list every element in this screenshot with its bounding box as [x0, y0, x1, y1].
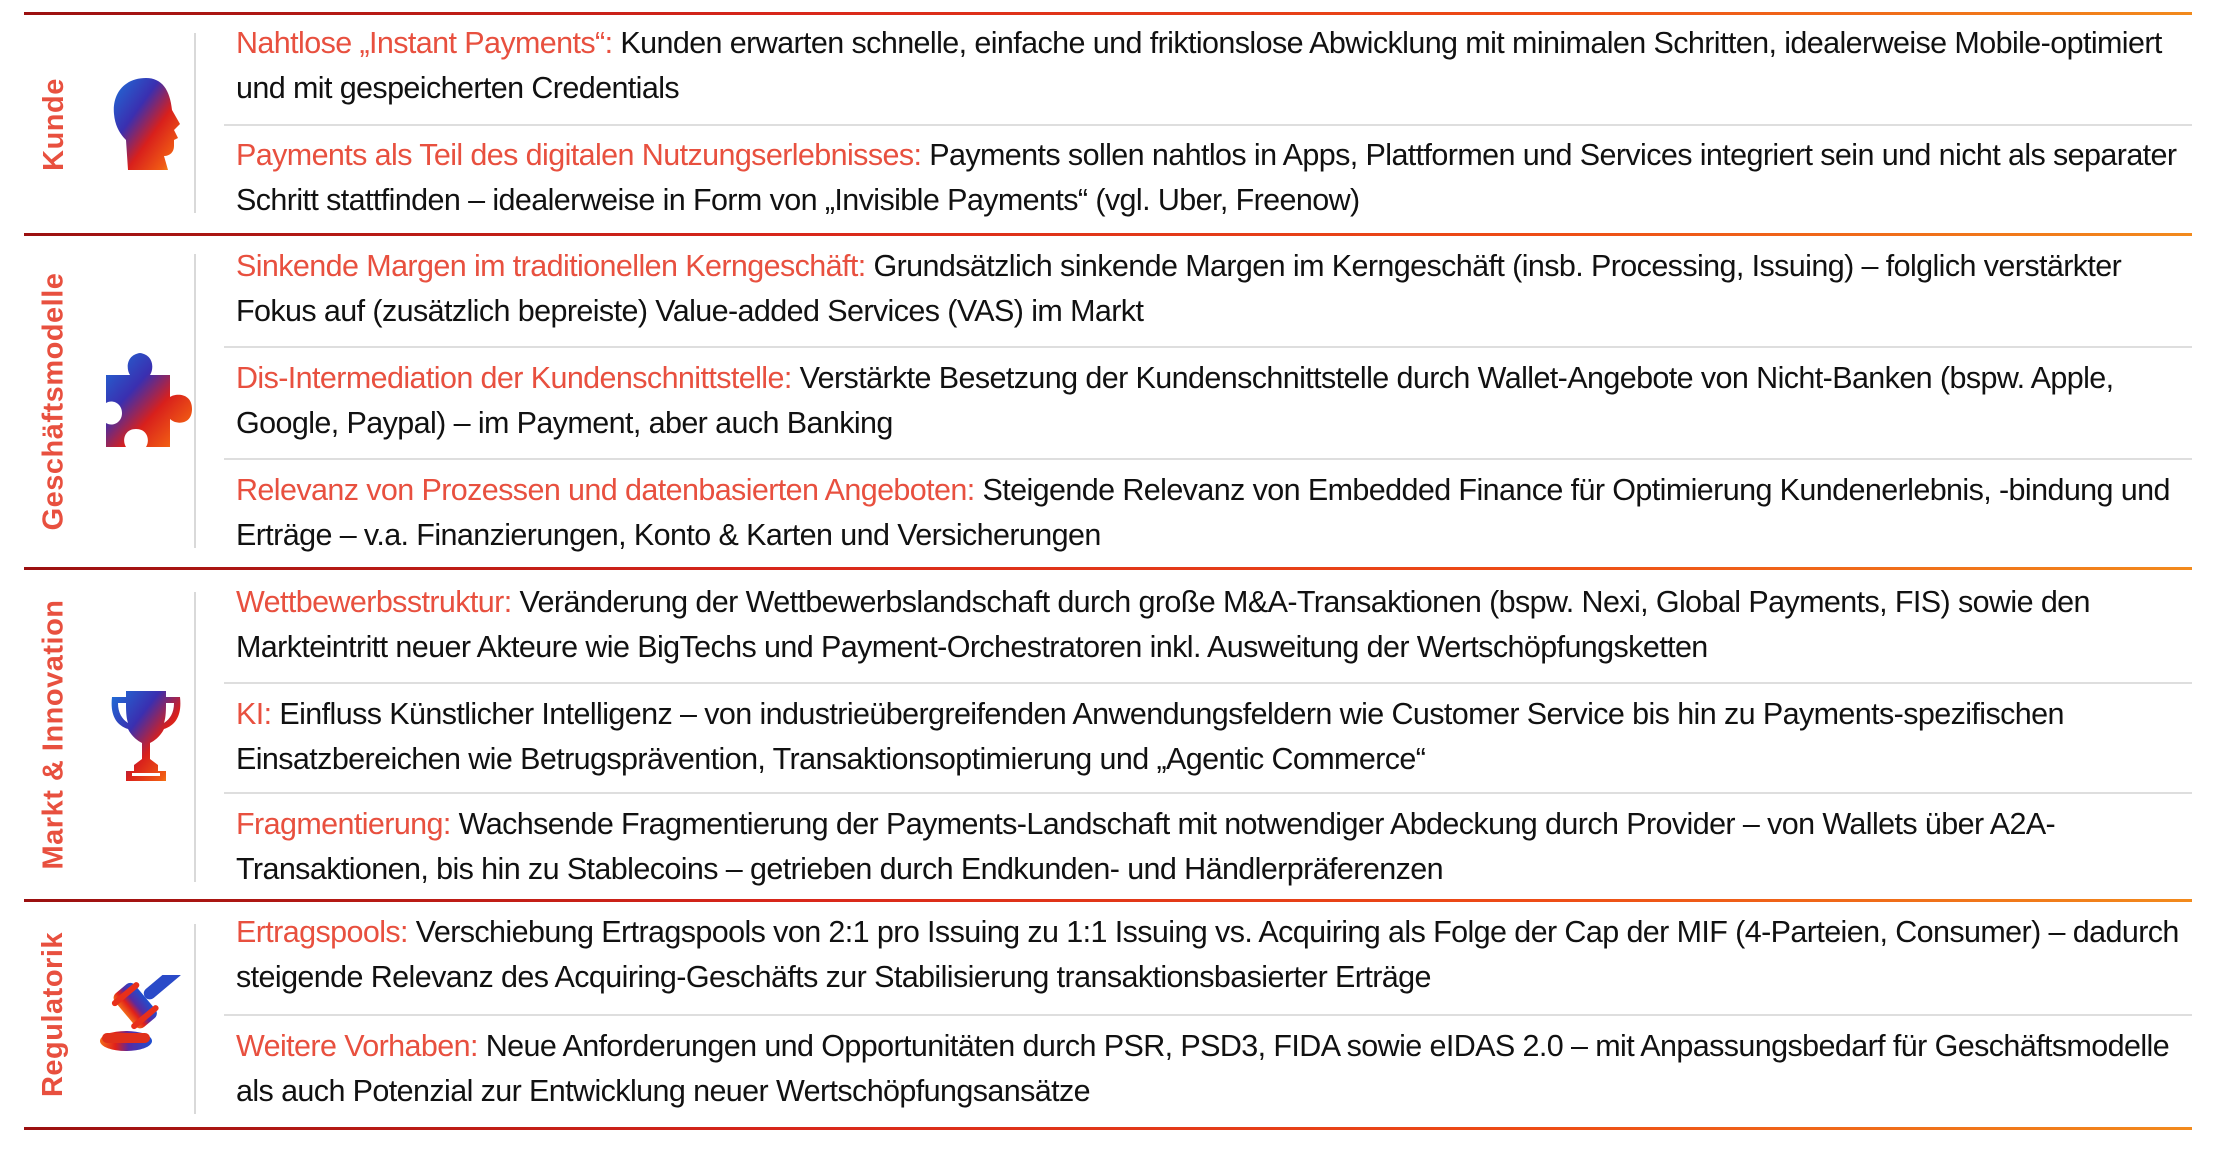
list-item — [236, 1024, 2184, 1114]
item-heading: Wettbewerbsstruktur: — [236, 585, 512, 619]
puzzle-piece-icon — [90, 236, 202, 567]
category-label — [24, 236, 84, 567]
horizontal-separator — [224, 458, 2192, 460]
category-label — [24, 570, 84, 899]
item-text: Wachsende Fragmentierung der Payments-Landschaft mit notwendiger Abdeckung durch Provider – von Wallets über A2A-Transaktionen, bis hin zu Stablecoins – getrieben durch Endkunden- und Händlerpräferenzen — [236, 807, 2056, 886]
item-text: Neue Anforderungen und Opportunitäten durch PSR, PSD3, FIDA sowie eIDAS 2.0 – mit Anpassungsbedarf für Geschäftsmodelle als auch Potenzial zur Entwicklung neuer Wertschöpfungsansätze — [236, 1029, 2170, 1108]
gavel-icon — [90, 902, 202, 1127]
item-list — [224, 570, 2192, 899]
vertical-separator — [194, 924, 196, 1114]
horizontal-separator — [224, 682, 2192, 684]
item-heading: Weitere Vorhaben: — [236, 1029, 478, 1063]
section-rule-bottom — [24, 1127, 2192, 1130]
horizontal-separator — [224, 1014, 2192, 1016]
list-item — [236, 910, 2184, 1000]
list-item — [236, 802, 2184, 892]
list-item — [236, 580, 2184, 670]
item-list — [224, 236, 2192, 567]
item-list — [224, 15, 2192, 233]
list-item — [236, 468, 2184, 558]
vertical-separator — [194, 592, 196, 882]
head-silhouette-icon — [90, 15, 202, 233]
list-item — [236, 692, 2184, 782]
item-heading: Fragmentierung: — [236, 807, 451, 841]
item-text: Verstärkte Besetzung der Kundenschnittstelle durch Wallet-Angebote von Nicht-Banken (bspw. Apple, Google, Paypal) – im Payment, aber auch Banking — [236, 361, 2114, 440]
item-text: Steigende Relevanz von Embedded Finance für Optimierung Kundenerlebnis, -bindung und Erträge – v.a. Finanzierungen, Konto & Karten und Versicherungen — [236, 473, 2170, 552]
horizontal-separator — [224, 792, 2192, 794]
item-heading: KI: — [236, 697, 272, 731]
list-item — [236, 21, 2184, 111]
horizontal-separator — [224, 124, 2192, 126]
item-text: Kunden erwarten schnelle, einfache und friktionslose Abwicklung mit minimalen Schritten, idealerweise Mobile-optimiert und mit gespeicherten Credentials — [236, 26, 2162, 105]
section-geschaeftsmodelle — [24, 236, 2192, 567]
list-item — [236, 133, 2184, 223]
item-text: Verschiebung Ertragspools von 2:1 pro Issuing zu 1:1 Issuing vs. Acquiring als Folge der Cap der MIF (4-Parteien, Consumer) – dadurch steigende Relevanz des Acquiring-Geschäfts zur Stabilisierung transaktionsbasierter Erträge — [236, 915, 2179, 994]
category-label-text: Regulatorik — [37, 931, 70, 1098]
item-text: Veränderung der Wettbewerbslandschaft durch große M&A-Transaktionen (bspw. Nexi, Global Payments, FIS) sowie den Markteintritt neuer Akteure wie BigTechs und Payment-Orchestratoren inkl. Ausweitung der Wertschöpfungsketten — [236, 585, 2090, 664]
trophy-icon — [90, 570, 202, 899]
item-heading: Ertragspools: — [236, 915, 408, 949]
section-regulatorik — [24, 902, 2192, 1127]
item-heading: Sinkende Margen im traditionellen Kerngeschäft: — [236, 249, 866, 283]
section-kunde — [24, 15, 2192, 233]
item-heading: Nahtlose „Instant Payments“: — [236, 26, 613, 60]
category-label-text: Kunde — [37, 77, 70, 171]
vertical-separator — [194, 254, 196, 548]
category-label-text: Markt & Innovation — [37, 599, 70, 870]
item-heading: Relevanz von Prozessen und datenbasierten Angeboten: — [236, 473, 975, 507]
category-label — [24, 15, 84, 233]
item-list — [224, 902, 2192, 1127]
category-label-text: Geschäftsmodelle — [37, 272, 70, 531]
item-heading: Dis-Intermediation der Kundenschnittstelle: — [236, 361, 792, 395]
horizontal-separator — [224, 346, 2192, 348]
list-item — [236, 356, 2184, 446]
list-item — [236, 244, 2184, 334]
category-label — [24, 902, 84, 1127]
item-heading: Payments als Teil des digitalen Nutzungserlebnisses: — [236, 138, 922, 172]
section-markt-innovation — [24, 570, 2192, 899]
vertical-separator — [194, 33, 196, 213]
item-text: Payments sollen nahtlos in Apps, Plattformen und Services integriert sein und nicht als separater Schritt stattfinden – idealerweise in Form von „Invisible Payments“ (vgl. Uber, Freenow) — [236, 138, 2177, 217]
item-text: Einfluss Künstlicher Intelligenz – von industrieübergreifenden Anwendungsfeldern wie Customer Service bis hin zu Payments-spezifischen Einsatzbereichen wie Betrugsprävention, Transaktionsoptimierung und „Agentic Commerce“ — [236, 697, 2064, 776]
item-text: Grundsätzlich sinkende Margen im Kerngeschäft (insb. Processing, Issuing) – folglich verstärkter Fokus auf (zusätzlich bepreiste) Value-added Services (VAS) im Markt — [236, 249, 2122, 328]
